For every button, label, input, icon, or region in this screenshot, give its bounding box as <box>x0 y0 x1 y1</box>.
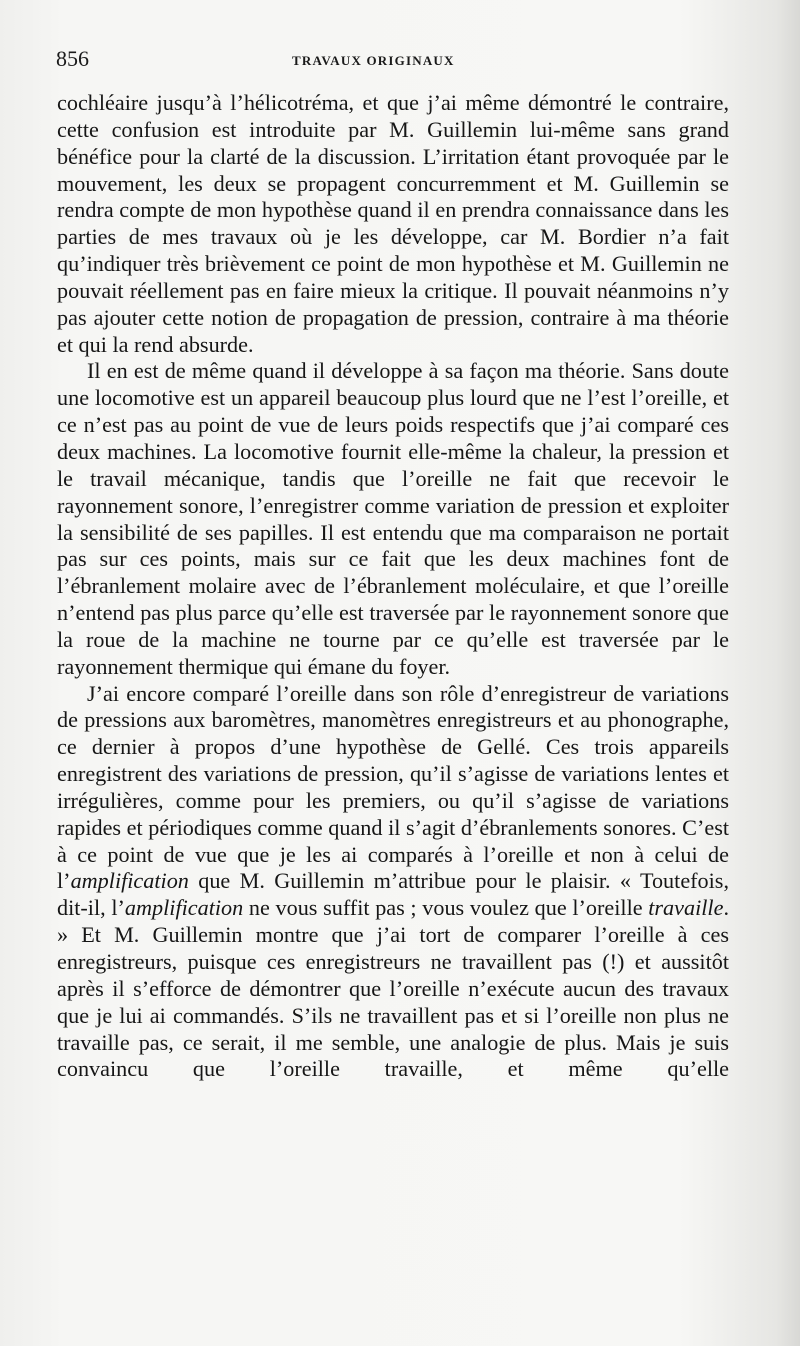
italic-term: amplification <box>70 868 189 894</box>
page-number: 856 <box>56 46 89 71</box>
italic-term: travaille <box>648 895 724 921</box>
paragraph-3 <box>57 681 729 1084</box>
paragraph-2 <box>57 358 729 680</box>
italic-term: amplification <box>124 895 244 921</box>
text-segment: ne vous suffit pas ; vous voulez que l’oreille <box>243 895 649 921</box>
body-text <box>57 90 729 1083</box>
running-title: TRAVAUX ORIGINAUX <box>292 53 455 68</box>
page-header <box>56 46 726 76</box>
text-segment: Il en est de même quand il développe à sa façon ma théorie. Sans doute une locomotive est un appareil beaucoup plus lourd que ne l’est l’oreille, et ce n’est pas au point de vue de leurs poids respectifs que j’ai comparé ces deux machines. La locomotive fournit elle-même la chaleur, la pression et le travail mécanique, tandis que l’oreille ne fait que recevoir le rayonnement sonore, l’enregistrer comme variation de pression et exploiter la sensibilité de ses papilles. Il est entendu que ma comparaison ne portait pas sur ces points, mais sur ce fait que les deux machines font de l’ébranlement molaire avec de l’ébranlement moléculaire, et que l’oreille n’entend pas plus parce qu’elle est traversée par le rayonnement sonore que la roue de la machine ne tourne par ce qu’elle est traversée par le rayonnement thermique qui émane du foyer. <box>57 358 729 679</box>
paragraph-1 <box>57 90 729 358</box>
text-segment: cochléaire jusqu’à l’hélicotréma, et que j’ai même démontré le contraire, cette confusion est introduite par M. Guillemin lui-même sans grand bénéfice pour la clarté de la discussion. L’irritation étant provoquée par le mouvement, les deux se propagent concurremment et M. Guillemin se rendra compte de mon hypothèse quand il en prendra connaissance dans les parties de mes travaux où je les développe, car M. Bordier n’a fait qu’indiquer très brièvement ce point de mon hypothèse et M. Guillemin ne pouvait réellement pas en faire mieux la critique. Il pouvait néanmoins n’y pas ajouter cette notion de propagation de pression, contraire à ma théorie et qui la rend absurde. <box>57 90 729 357</box>
text-segment: que M. Guillemin m’attribue pour le plaisir. « Toutefois, dit-il, l’ <box>57 868 729 921</box>
text-segment: . » Et M. Guillemin montre que j’ai tort de comparer l’oreille à ces enregistreurs, puisque ces enregistreurs ne travaillent pas (!) et aussitôt après il s’efforce de démontrer que l’oreille n’exécute aucun des travaux que je lui ai commandés. S’ils ne travaillent pas et si l’oreille non plus ne travaille pas, ce serait, il me semble, une analogie de plus. Mais je suis convaincu que l’oreille travaille, et même qu’elle <box>57 895 729 1082</box>
text-segment: J’ai encore comparé l’oreille dans son rôle d’enregistreur de variations de pressions aux baromètres, manomètres enregistreurs et au phonographe, ce dernier à propos d’une hypothèse de Gellé. Ces trois appareils enregistrent des variations de pression, qu’il s’agisse de variations lentes et irrégulières, comme pour les premiers, ou qu’il s’agisse de variations rapides et périodiques comme quand il s’agit d’ébranlements sonores. C’est à ce point de vue que je les ai comparés à l’oreille et non à celui de l’ <box>57 680 729 894</box>
